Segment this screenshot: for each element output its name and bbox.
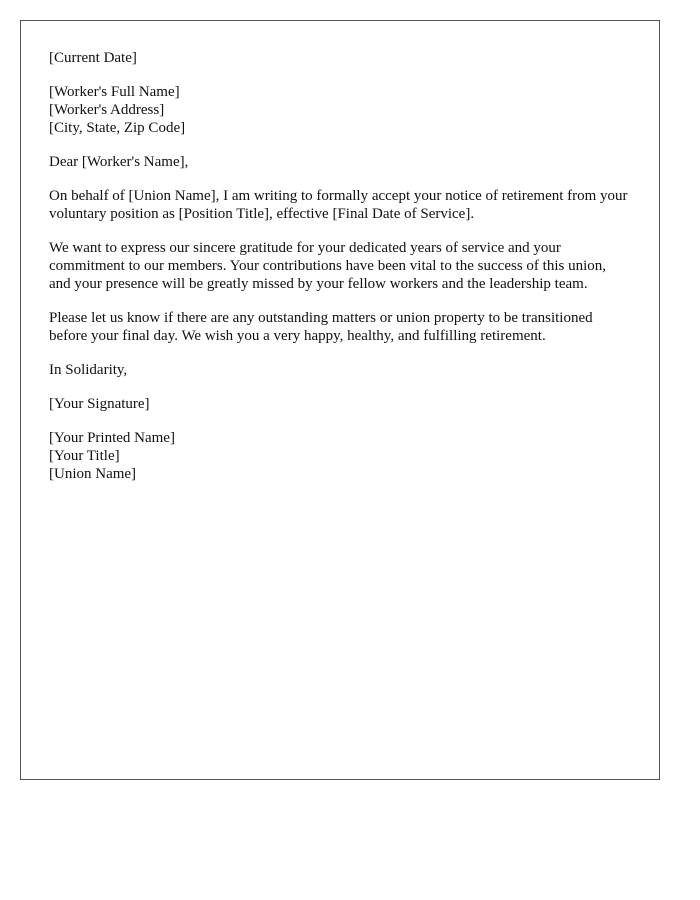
sender-printed-name: [Your Printed Name] <box>49 430 175 446</box>
recipient-city-state-zip: [City, State, Zip Code] <box>49 120 186 136</box>
recipient-address: [Worker's Address] <box>49 102 165 118</box>
closing: In Solidarity, <box>49 362 128 378</box>
salutation-block <box>49 153 631 171</box>
signature-placeholder: [Your Signature] <box>49 396 150 412</box>
date-block <box>49 49 631 67</box>
signature-block <box>49 395 631 413</box>
body-paragraph-3: Please let us know if there are any outstanding matters or union property to be transitioned before your final day. We wish you a very happy, healthy, and fulfilling retirement. <box>49 310 593 344</box>
body-paragraph-1: On behalf of [Union Name], I am writing to formally accept your notice of retirement from your voluntary position as [Position Title], effective [Final Date of Service]. <box>49 188 628 222</box>
letter-date: [Current Date] <box>49 50 137 66</box>
sender-title: [Your Title] <box>49 448 120 464</box>
body-paragraph-2: We want to express our sincere gratitude for your dedicated years of service and your commitment to our members. Your contributions have been vital to the success of this union, and your presence will be greatly missed by your fellow workers and the leadership team. <box>49 240 606 292</box>
letter-page <box>20 20 660 780</box>
salutation: Dear [Worker's Name], <box>49 154 189 170</box>
sender-block <box>49 429 631 483</box>
recipient-name: [Worker's Full Name] <box>49 84 180 100</box>
sender-organization: [Union Name] <box>49 466 137 482</box>
recipient-address-block <box>49 83 631 137</box>
closing-block <box>49 361 631 379</box>
